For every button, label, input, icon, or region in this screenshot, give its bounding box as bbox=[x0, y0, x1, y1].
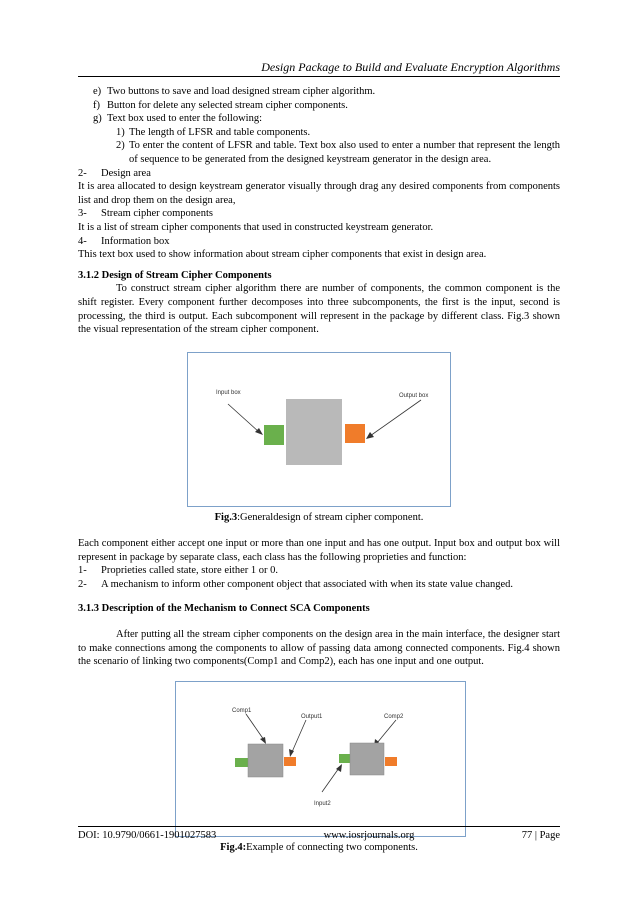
numbered-item-4: 4- Information box bbox=[78, 235, 170, 247]
property-item-2: 2- A mechanism to inform other component object that associated with when its state value changed. bbox=[78, 579, 514, 591]
output-arrow bbox=[370, 400, 421, 436]
figure-4 bbox=[175, 681, 466, 837]
footer-doi: DOI: 10.9790/0661-1901027583 bbox=[78, 830, 217, 841]
page-content bbox=[78, 85, 560, 855]
comp2-arrow bbox=[377, 720, 396, 743]
components-description: It is a list of stream cipher components that used in constructed keystream generator. bbox=[78, 221, 434, 233]
figure-3-caption: Fig.3:Generaldesign of stream cipher component. bbox=[214, 511, 424, 523]
comp1-body bbox=[248, 744, 283, 777]
comp1-arrowhead bbox=[260, 737, 266, 744]
comp1-arrow bbox=[246, 714, 264, 740]
output-arrowhead bbox=[366, 432, 374, 439]
output1-label: Output1 bbox=[301, 714, 323, 721]
sub-item-1: 1) The length of LFSR and table components. bbox=[116, 126, 311, 138]
section-heading-3-1-3: 3.1.3 Description of the Mechanism to Connect SCA Components bbox=[78, 602, 370, 614]
running-header bbox=[78, 60, 560, 77]
input-box-label: Input box bbox=[216, 389, 241, 396]
design-area-description: It is area allocated to design keystream generator visually through drag any desired components from components list and drop them on the design area, bbox=[78, 181, 560, 206]
comp2-output bbox=[385, 757, 397, 766]
comp2-body bbox=[350, 743, 384, 775]
figure-3 bbox=[187, 352, 451, 507]
numbered-item-2: 2- Design area bbox=[78, 167, 151, 179]
list-item-g: g) Text box used to enter the following: bbox=[93, 113, 262, 125]
sub-item-2: 2) To enter the content of LFSR and table. Text box also used to enter a number that represent the length of sequence to be generated from the designed keystream generator in the design area. bbox=[116, 140, 560, 165]
figure-4-caption: Fig.4:Example of connecting two components. bbox=[220, 842, 418, 854]
output-box-label: Output box bbox=[399, 392, 429, 399]
numbered-item-3: 3- Stream cipher components bbox=[78, 208, 213, 220]
figure-4-diagram bbox=[176, 682, 465, 836]
property-item-1: 1- Proprieties called state, store either 1 or 0. bbox=[78, 565, 278, 577]
processing-body bbox=[286, 399, 342, 465]
list-item-e: e) Two buttons to save and load designed stream cipher algorithm. bbox=[93, 86, 376, 97]
section-3-1-2-paragraph: To construct stream cipher algorithm there are number of components, the common component is the shift register. Every component further decomposes into three subcomponents, the first is the input, second is processing, the third is output. Each subcomponent will represent in the package by different class. Fig.3 shown the visual representation of the stream cipher component. bbox=[78, 283, 560, 336]
output-box bbox=[345, 424, 365, 443]
input2-arrow bbox=[322, 768, 339, 792]
figure-3-diagram bbox=[188, 353, 450, 506]
page-footer bbox=[78, 826, 560, 842]
footer-site: www.iosrjournals.org bbox=[323, 830, 415, 841]
header-title: Design Package to Build and Evaluate Encryption Algorithms bbox=[261, 60, 560, 74]
comp1-output bbox=[284, 757, 296, 766]
input-box bbox=[264, 425, 284, 445]
component-paragraph: Each component either accept one input or more than one input and has one output. Input box and output box will represent in package by separate class, each class has the following proprieties and function: bbox=[78, 538, 560, 563]
input2-label: Input2 bbox=[314, 801, 331, 808]
comp1-input bbox=[235, 758, 248, 767]
list-item-f: f) Button for delete any selected stream cipher components. bbox=[93, 99, 348, 111]
comp2-input bbox=[339, 754, 350, 763]
footer-page: 77 | Page bbox=[521, 830, 560, 841]
section-heading-3-1-2: 3.1.2 Design of Stream Cipher Components bbox=[78, 269, 272, 281]
section-3-1-3-paragraph: After putting all the stream cipher components on the design area in the main interface, the designer start to make connections among the components to allow of passing data among connected components. Fig.4 shown the scenario of linking two components(Comp1 and Comp2), each has one input and one output. bbox=[78, 629, 560, 668]
comp2-label: Comp2 bbox=[384, 714, 404, 721]
comp1-label: Comp1 bbox=[232, 708, 252, 715]
output1-arrowhead bbox=[289, 749, 294, 757]
info-box-description: This text box used to show information about stream cipher components that exist in design area. bbox=[78, 249, 487, 261]
input-arrow bbox=[228, 404, 259, 432]
output1-arrow bbox=[292, 720, 306, 752]
